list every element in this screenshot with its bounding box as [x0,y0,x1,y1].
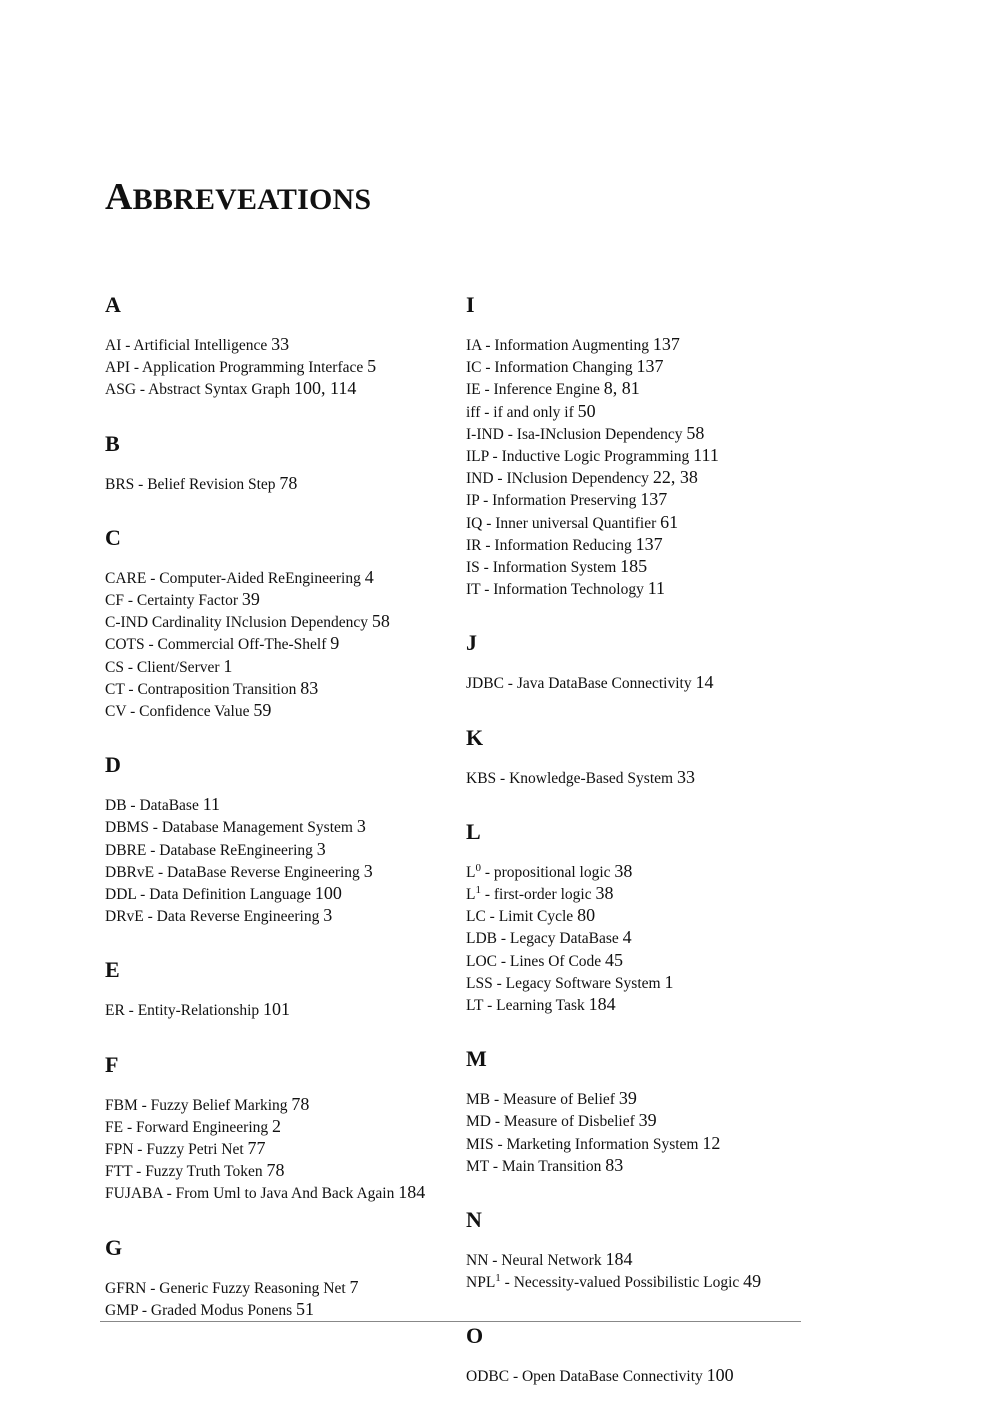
entry-er [105,999,445,1021]
entry-page: 45 [605,949,624,970]
entry-l0 [466,861,806,883]
section-letter: E [105,957,120,983]
entry-text: DDL - Data Definition Language [105,886,312,904]
section-letter: I [466,292,475,317]
entry-ct [105,678,445,700]
entry-page: 1 [223,655,233,676]
entry-text: ILP - Inductive Logic Programming [466,448,690,466]
entry-text: LOC - Lines Of Code [466,952,602,970]
entry-page: 78 [291,1093,310,1114]
entry-list [105,334,445,401]
entry-text: MB - Measure of Belief [466,1091,615,1109]
entry-text: GMP - Graded Modus Ponens [105,1301,293,1319]
entry-cf [105,589,445,611]
entry-list [466,672,806,694]
entry-iff [466,401,806,423]
entry-ia [466,334,806,356]
entry-page: 11 [647,578,666,599]
entry-page: 4 [622,927,632,948]
entry-text: IP - Information Preserving [466,492,637,510]
entry-list [466,767,806,789]
entry-api [105,356,445,378]
entry-page: 9 [330,633,340,654]
section-i [466,292,806,600]
entry-ftt [105,1160,445,1182]
entry-fujaba [105,1182,445,1204]
entry-page: 83 [300,677,319,698]
section-b [105,431,445,495]
entry-page: 38 [595,883,614,904]
entry-list [466,334,806,600]
entry-dbre [105,839,445,861]
entry-page: 50 [577,400,596,421]
entry-page: 184 [398,1182,426,1203]
entry-iq [466,512,806,534]
entry-page: 137 [652,334,680,354]
section-letter: J [466,630,477,656]
entry-page: 137 [640,489,668,510]
entry-ie [466,378,806,400]
section-k [466,725,806,789]
entry-fbm [105,1094,445,1116]
entry-gfrn [105,1277,445,1299]
entry-page: 12 [702,1132,721,1153]
entry-page: 78 [266,1160,285,1181]
entry-text: DBRE - Database ReEngineering [105,841,313,859]
entry-text: JDBC - Java DataBase Connectivity [466,675,692,693]
entry-list [466,861,806,1016]
entry-drve [105,905,445,927]
entry-page: 111 [693,445,719,466]
entry-page: 33 [676,766,695,787]
entry-text: CT - Contraposition Transition [105,680,297,698]
entry-text: AI - Artificial Intelligence [105,337,268,354]
entry-page: 2 [272,1115,282,1136]
entry-cs [105,656,445,678]
entry-text: LDB - Legacy DataBase [466,930,619,948]
entry-page: 3 [323,905,333,926]
entry-list [466,1088,806,1177]
entry-text: CF - Certainty Factor [105,592,239,610]
entry-text: MT - Main Transition [466,1157,602,1175]
entry-page: 58 [371,611,390,632]
entry-text: IT - Information Technology [466,581,644,599]
entry-text: IS - Information System [466,559,617,577]
entry-text: KBS - Knowledge-Based System [466,769,674,787]
entry-mt [466,1155,806,1177]
entry-page: 77 [247,1138,266,1159]
section-o [466,1323,806,1387]
entry-list [105,1094,445,1205]
entry-page: 59 [253,700,272,721]
entry-cv [105,700,445,722]
entry-ic [466,356,806,378]
entry-text: ASG - Abstract Syntax Graph [105,381,291,399]
entry-page: 78 [279,472,298,493]
entry-page: 61 [660,511,679,532]
section-letter: L [466,818,481,844]
entry-page: 100 [706,1365,734,1386]
entry-text: CV - Confidence Value [105,703,250,721]
entry-loc [466,950,806,972]
entry-i-ind [466,423,806,445]
entry-text: FTT - Fuzzy Truth Token [105,1163,263,1181]
entry-list [105,473,445,495]
entry-page: 80 [577,905,596,926]
section-letter: A [105,292,121,317]
entry-text: DBRvE - DataBase Reverse Engineering [105,863,360,881]
entry-text: IR - Information Reducing [466,536,632,554]
entry-page: 3 [356,816,366,837]
entry-text: MD - Measure of Disbelief [466,1113,635,1131]
section-letter: O [466,1323,484,1349]
entry-page: 49 [743,1271,762,1292]
section-letter: B [105,430,120,456]
entry-text: COTS - Commercial Off-The-Shelf [105,636,327,654]
section-letter: N [466,1207,482,1233]
entry-page: 100, 114 [294,378,357,399]
entry-text: FPN - Fuzzy Petri Net [105,1141,244,1159]
entry-page: 1 [664,971,674,992]
entry-page: 8, 81 [603,378,640,399]
entry-text: CS - Client/Server [105,658,220,676]
entry-ai [105,334,445,356]
entry-text: FBM - Fuzzy Belief Marking [105,1096,288,1114]
entry-text: FUJABA - From Uml to Java And Back Again [105,1185,395,1203]
right-column [466,292,806,1388]
entry-dbms [105,816,445,838]
section-g [105,1235,445,1321]
entry-page: 5 [367,356,377,377]
entry-page: 3 [363,860,373,881]
entry-list [466,1249,806,1293]
entry-asg [105,378,445,400]
entry-page: 184 [588,994,616,1015]
entry-page: 39 [638,1110,657,1131]
entry-page: 137 [635,533,663,554]
entry-page: 137 [636,356,664,377]
section-letter: F [105,1051,119,1077]
page-title [105,178,371,216]
entry-ip [466,489,806,511]
section-m [466,1046,806,1177]
entry-kbs [466,767,806,789]
section-letter: M [466,1046,487,1072]
entry-db [105,794,445,816]
entry-it [466,578,806,600]
entry-text: GFRN - Generic Fuzzy Reasoning Net [105,1279,346,1297]
entry-text: iff - if and only if [466,403,574,421]
left-column [105,292,445,1321]
entry-page: 3 [316,838,326,859]
entry-ldb [466,927,806,949]
section-letter: G [105,1234,123,1260]
entry-page: 7 [349,1276,359,1297]
section-c [105,525,445,722]
entry-cots [105,633,445,655]
section-l [466,819,806,1016]
entry-ir [466,534,806,556]
entry-text: IND - INclusion Dependency [466,470,649,488]
entry-text: IE - Inference Engine [466,381,600,399]
footer-rule [100,1321,801,1322]
entry-page: 83 [605,1154,624,1175]
entry-page: 58 [686,422,705,443]
entry-page: 101 [263,999,290,1020]
entry-page: 14 [695,672,714,693]
entry-text: DBMS - Database Management System [105,819,353,837]
entry-text: - Necessity-valued Possibilistic Logic [500,1274,740,1292]
section-letter: K [466,724,484,750]
entry-is [466,556,806,578]
entry-page: 4 [364,566,374,587]
entry-text: ODBC - Open DataBase Connectivity [466,1368,703,1386]
entry-text: CARE - Computer-Aided ReEngineering [105,569,361,587]
entry-list [105,794,445,927]
entry-text: I-IND - Isa-INclusion Dependency [466,425,683,443]
entry-page: 39 [241,589,260,610]
section-f [105,1052,445,1205]
entry-superscript: 0 [475,861,481,874]
entry-page: 185 [620,556,648,577]
entry-fe [105,1116,445,1138]
entry-jdbc [466,672,806,694]
entry-text: LC - Limit Cycle [466,908,574,926]
entry-lc [466,905,806,927]
entry-fpn [105,1138,445,1160]
entry-text: NN - Neural Network [466,1252,602,1270]
section-letter: D [105,752,121,778]
section-a [105,292,445,401]
section-d [105,752,445,927]
entry-l1 [466,883,806,905]
entry-mb [466,1088,806,1110]
entry-care [105,567,445,589]
entry-page: 51 [296,1298,315,1319]
entry-list [105,999,445,1021]
entry-text: FE - Forward Engineering [105,1118,269,1136]
entry-text: IC - Information Changing [466,359,633,377]
section-j [466,630,806,694]
entry-c-ind [105,611,445,633]
section-e [105,957,445,1021]
entry-odbc [466,1365,806,1387]
entry-dbrve [105,861,445,883]
entry-page: 100 [314,883,342,904]
entry-text: C-IND Cardinality INclusion Dependency [105,614,369,632]
page-title-rest: BBREVEATIONS [132,183,372,216]
entry-text: DRvE - Data Reverse Engineering [105,908,320,926]
entry-prefix: L [466,863,476,881]
entry-text: ER - Entity-Relationship [105,1002,260,1020]
entry-text: BRS - Belief Revision Step [105,475,276,493]
entry-ind [466,467,806,489]
entry-md [466,1110,806,1132]
entry-gmp [105,1299,445,1321]
entry-lt [466,994,806,1016]
entry-page: 38 [614,860,633,881]
entry-text: - propositional logic [480,863,611,881]
entry-ilp [466,445,806,467]
entry-text: - first-order logic [480,886,592,904]
entry-list [466,1365,806,1387]
entry-lss [466,972,806,994]
entry-page: 33 [271,334,290,354]
section-letter: C [105,524,121,550]
entry-text: API - Application Programming Interface [105,359,364,377]
entry-npl1 [466,1271,806,1293]
entry-page: 22, 38 [652,467,698,488]
entry-page: 39 [618,1088,637,1109]
entry-prefix: NPL [466,1274,496,1292]
entry-mis [466,1133,806,1155]
entry-list [105,567,445,722]
entry-prefix: L [466,886,476,904]
entry-brs [105,473,445,495]
entry-text: IQ - Inner universal Quantifier [466,514,657,532]
section-n [466,1207,806,1293]
entry-text: LT - Learning Task [466,997,585,1015]
entry-page: 11 [202,794,221,815]
entry-ddl [105,883,445,905]
entry-nn [466,1249,806,1271]
entry-superscript: 1 [495,1272,501,1285]
entry-page: 184 [605,1249,633,1270]
entry-text: LSS - Legacy Software System [466,974,661,992]
entry-superscript: 1 [475,883,481,896]
entry-list [105,1277,445,1321]
entry-text: DB - DataBase [105,797,199,815]
entry-text: IA - Information Augmenting [466,337,649,354]
entry-text: MIS - Marketing Information System [466,1135,699,1153]
page-title-initial: A [105,176,133,218]
